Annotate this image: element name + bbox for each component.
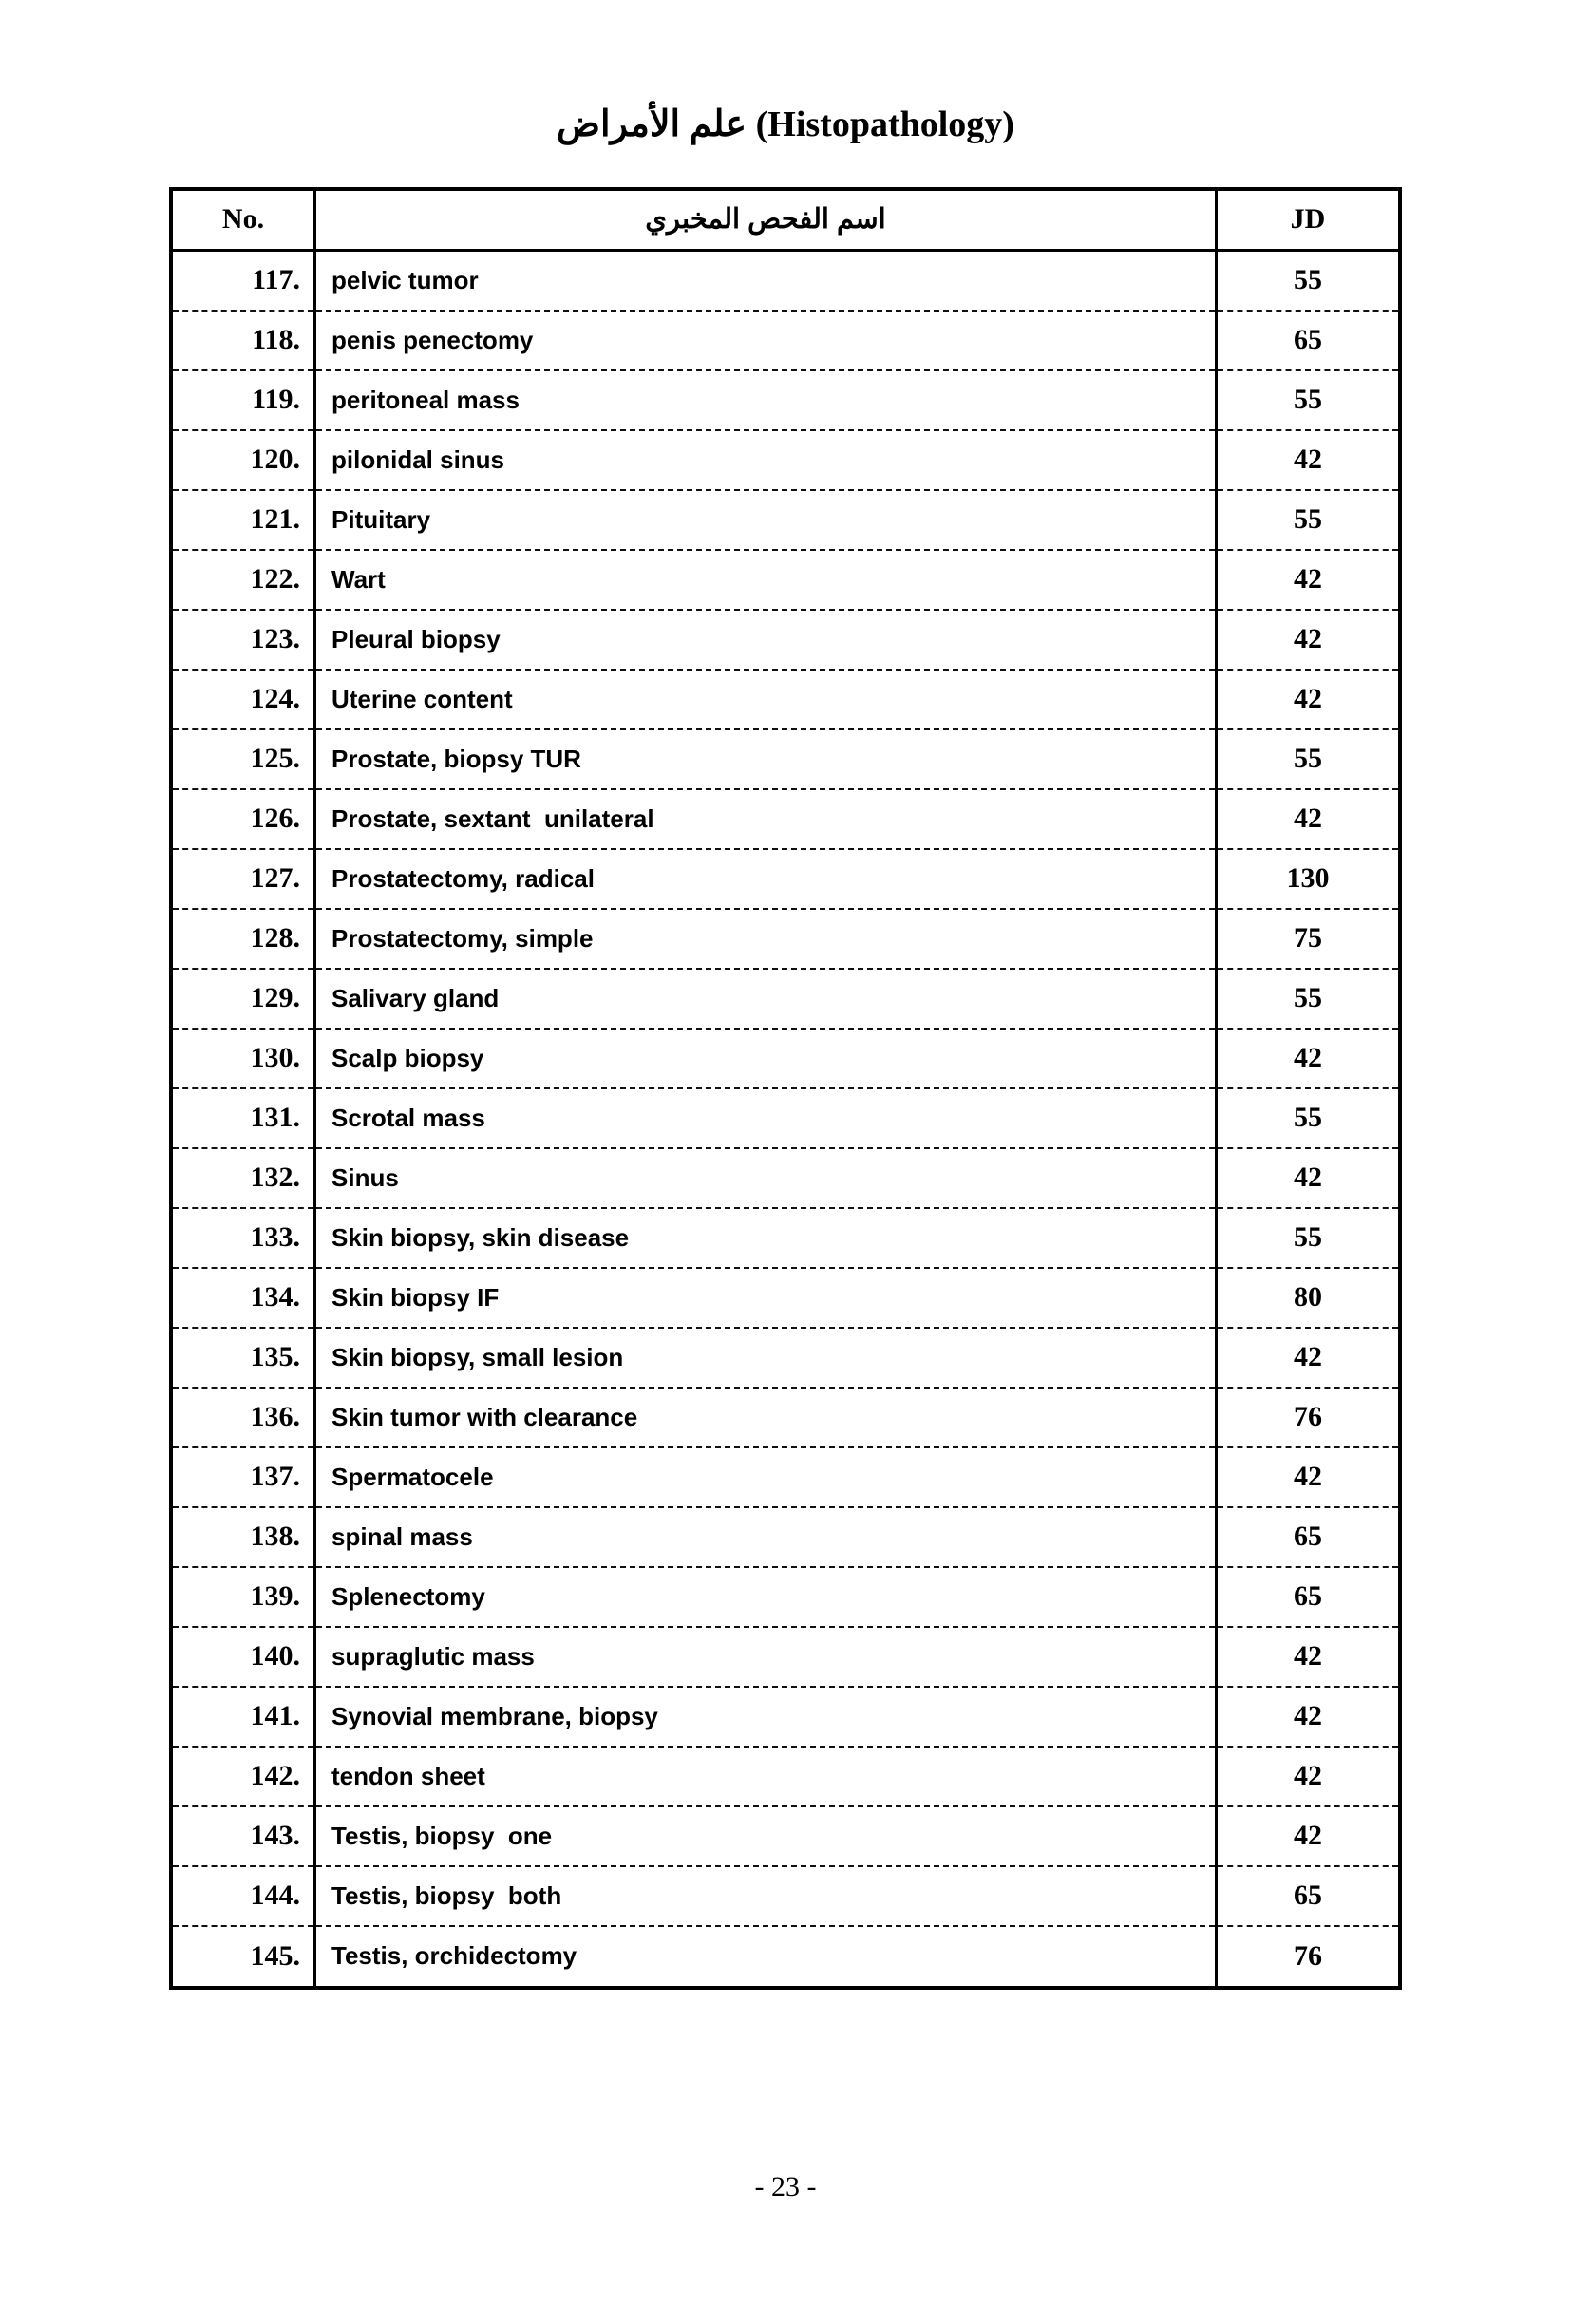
row-price-jd: 42 <box>1217 1029 1399 1088</box>
table-row <box>173 1148 1398 1208</box>
row-test-name: Testis, biopsy both <box>315 1866 1217 1926</box>
row-price-jd: 42 <box>1217 1148 1399 1208</box>
row-price-jd: 55 <box>1217 251 1399 311</box>
table-row <box>173 789 1398 849</box>
row-price-jd: 42 <box>1217 1806 1399 1866</box>
row-test-name: pelvic tumor <box>315 251 1217 311</box>
row-test-name: penis penectomy <box>315 311 1217 370</box>
row-price-jd: 55 <box>1217 969 1399 1029</box>
row-number: 144. <box>173 1866 315 1926</box>
table-header-row <box>173 191 1398 251</box>
row-number: 138. <box>173 1507 315 1567</box>
row-number: 117. <box>173 251 315 311</box>
row-test-name: Synovial membrane, biopsy <box>315 1687 1217 1747</box>
row-number: 124. <box>173 670 315 729</box>
row-number: 140. <box>173 1627 315 1687</box>
row-test-name: Prostatectomy, radical <box>315 849 1217 909</box>
row-price-jd: 42 <box>1217 1747 1399 1806</box>
table-row <box>173 1388 1398 1447</box>
row-price-jd: 42 <box>1217 1627 1399 1687</box>
row-number: 137. <box>173 1447 315 1507</box>
row-price-jd: 80 <box>1217 1268 1399 1328</box>
row-price-jd: 42 <box>1217 610 1399 670</box>
table-row <box>173 610 1398 670</box>
column-header-test-name: اسم الفحص المخبري <box>315 191 1217 251</box>
row-test-name: peritoneal mass <box>315 370 1217 430</box>
row-price-jd: 42 <box>1217 1687 1399 1747</box>
row-number: 135. <box>173 1328 315 1388</box>
table-row <box>173 1328 1398 1388</box>
table-row <box>173 849 1398 909</box>
row-price-jd: 65 <box>1217 1507 1399 1567</box>
row-test-name: Wart <box>315 550 1217 610</box>
row-test-name: Pituitary <box>315 490 1217 550</box>
row-price-jd: 42 <box>1217 1447 1399 1507</box>
row-price-jd: 42 <box>1217 670 1399 729</box>
row-test-name: Salivary gland <box>315 969 1217 1029</box>
row-number: 139. <box>173 1567 315 1627</box>
row-test-name: supraglutic mass <box>315 1627 1217 1687</box>
row-number: 129. <box>173 969 315 1029</box>
row-price-jd: 55 <box>1217 490 1399 550</box>
table-row <box>173 1747 1398 1806</box>
row-price-jd: 55 <box>1217 1088 1399 1148</box>
table-row <box>173 1507 1398 1567</box>
table-body <box>173 251 1398 1986</box>
row-price-jd: 55 <box>1217 1208 1399 1268</box>
row-number: 134. <box>173 1268 315 1328</box>
row-number: 127. <box>173 849 315 909</box>
table-row <box>173 251 1398 311</box>
table-row <box>173 1447 1398 1507</box>
table-row <box>173 1567 1398 1627</box>
row-test-name: Prostatectomy, simple <box>315 909 1217 969</box>
row-test-name: Uterine content <box>315 670 1217 729</box>
row-test-name: pilonidal sinus <box>315 430 1217 490</box>
row-test-name: Skin biopsy, small lesion <box>315 1328 1217 1388</box>
row-number: 120. <box>173 430 315 490</box>
row-number: 142. <box>173 1747 315 1806</box>
row-number: 143. <box>173 1806 315 1866</box>
row-price-jd: 42 <box>1217 789 1399 849</box>
table-row <box>173 430 1398 490</box>
row-number: 119. <box>173 370 315 430</box>
table-row <box>173 1268 1398 1328</box>
table-row <box>173 1627 1398 1687</box>
row-test-name: Pleural biopsy <box>315 610 1217 670</box>
row-test-name: Scalp biopsy <box>315 1029 1217 1088</box>
table-row <box>173 909 1398 969</box>
row-test-name: Testis, biopsy one <box>315 1806 1217 1866</box>
row-price-jd: 42 <box>1217 1328 1399 1388</box>
table-row <box>173 670 1398 729</box>
row-number: 145. <box>173 1926 315 1986</box>
table-row <box>173 370 1398 430</box>
row-test-name: Skin biopsy, skin disease <box>315 1208 1217 1268</box>
row-test-name: tendon sheet <box>315 1747 1217 1806</box>
row-price-jd: 55 <box>1217 370 1399 430</box>
table-row <box>173 1088 1398 1148</box>
row-number: 131. <box>173 1088 315 1148</box>
column-header-jd: JD <box>1217 191 1399 251</box>
row-test-name: Sinus <box>315 1148 1217 1208</box>
row-price-jd: 55 <box>1217 729 1399 789</box>
row-test-name: spinal mass <box>315 1507 1217 1567</box>
row-test-name: Skin biopsy IF <box>315 1268 1217 1328</box>
row-number: 136. <box>173 1388 315 1447</box>
histopathology-price-table <box>173 191 1398 1986</box>
row-price-jd: 76 <box>1294 1939 1322 1972</box>
price-table-container <box>169 187 1402 1990</box>
table-row <box>173 1687 1398 1747</box>
row-number: 132. <box>173 1148 315 1208</box>
table-row <box>173 550 1398 610</box>
row-number: 122. <box>173 550 315 610</box>
row-price-jd: 65 <box>1217 1866 1399 1926</box>
row-number: 121. <box>173 490 315 550</box>
table-row <box>173 1926 1398 1986</box>
row-price-jd: 76 <box>1217 1388 1399 1447</box>
row-test-name: Prostate, sextant unilateral <box>315 789 1217 849</box>
table-row <box>173 1208 1398 1268</box>
row-number: 118. <box>173 311 315 370</box>
table-row <box>173 490 1398 550</box>
row-price-jd: 75 <box>1217 909 1399 969</box>
page-number: - 23 - <box>754 2171 817 2202</box>
table-row <box>173 1866 1398 1926</box>
table-row <box>173 729 1398 789</box>
row-number: 141. <box>173 1687 315 1747</box>
table-header <box>173 191 1398 251</box>
row-test-name: Skin tumor with clearance <box>315 1388 1217 1447</box>
page-title: علم الأمراض (Histopathology) <box>557 104 1014 144</box>
row-test-name: Spermatocele <box>315 1447 1217 1507</box>
row-price-jd: 42 <box>1217 430 1399 490</box>
row-test-name: Splenectomy <box>315 1567 1217 1627</box>
row-number: 125. <box>173 729 315 789</box>
table-row <box>173 311 1398 370</box>
row-test-name: Scrotal mass <box>315 1088 1217 1148</box>
row-price-jd: 65 <box>1217 1567 1399 1627</box>
column-header-no: No. <box>173 191 315 251</box>
table-row <box>173 969 1398 1029</box>
table-row <box>173 1806 1398 1866</box>
row-test-name: Testis, orchidectomy <box>315 1926 1217 1986</box>
table-row <box>173 1029 1398 1088</box>
row-price-jd: 42 <box>1217 550 1399 610</box>
document-page <box>0 103 1571 2324</box>
row-test-name: Prostate, biopsy TUR <box>315 729 1217 789</box>
row-number: 123. <box>173 610 315 670</box>
row-number: 130. <box>173 1029 315 1088</box>
row-number: 128. <box>173 909 315 969</box>
row-number: 126. <box>173 789 315 849</box>
row-price-jd: 65 <box>1217 311 1399 370</box>
row-number: 133. <box>173 1208 315 1268</box>
row-price-jd: 130 <box>1217 849 1399 909</box>
